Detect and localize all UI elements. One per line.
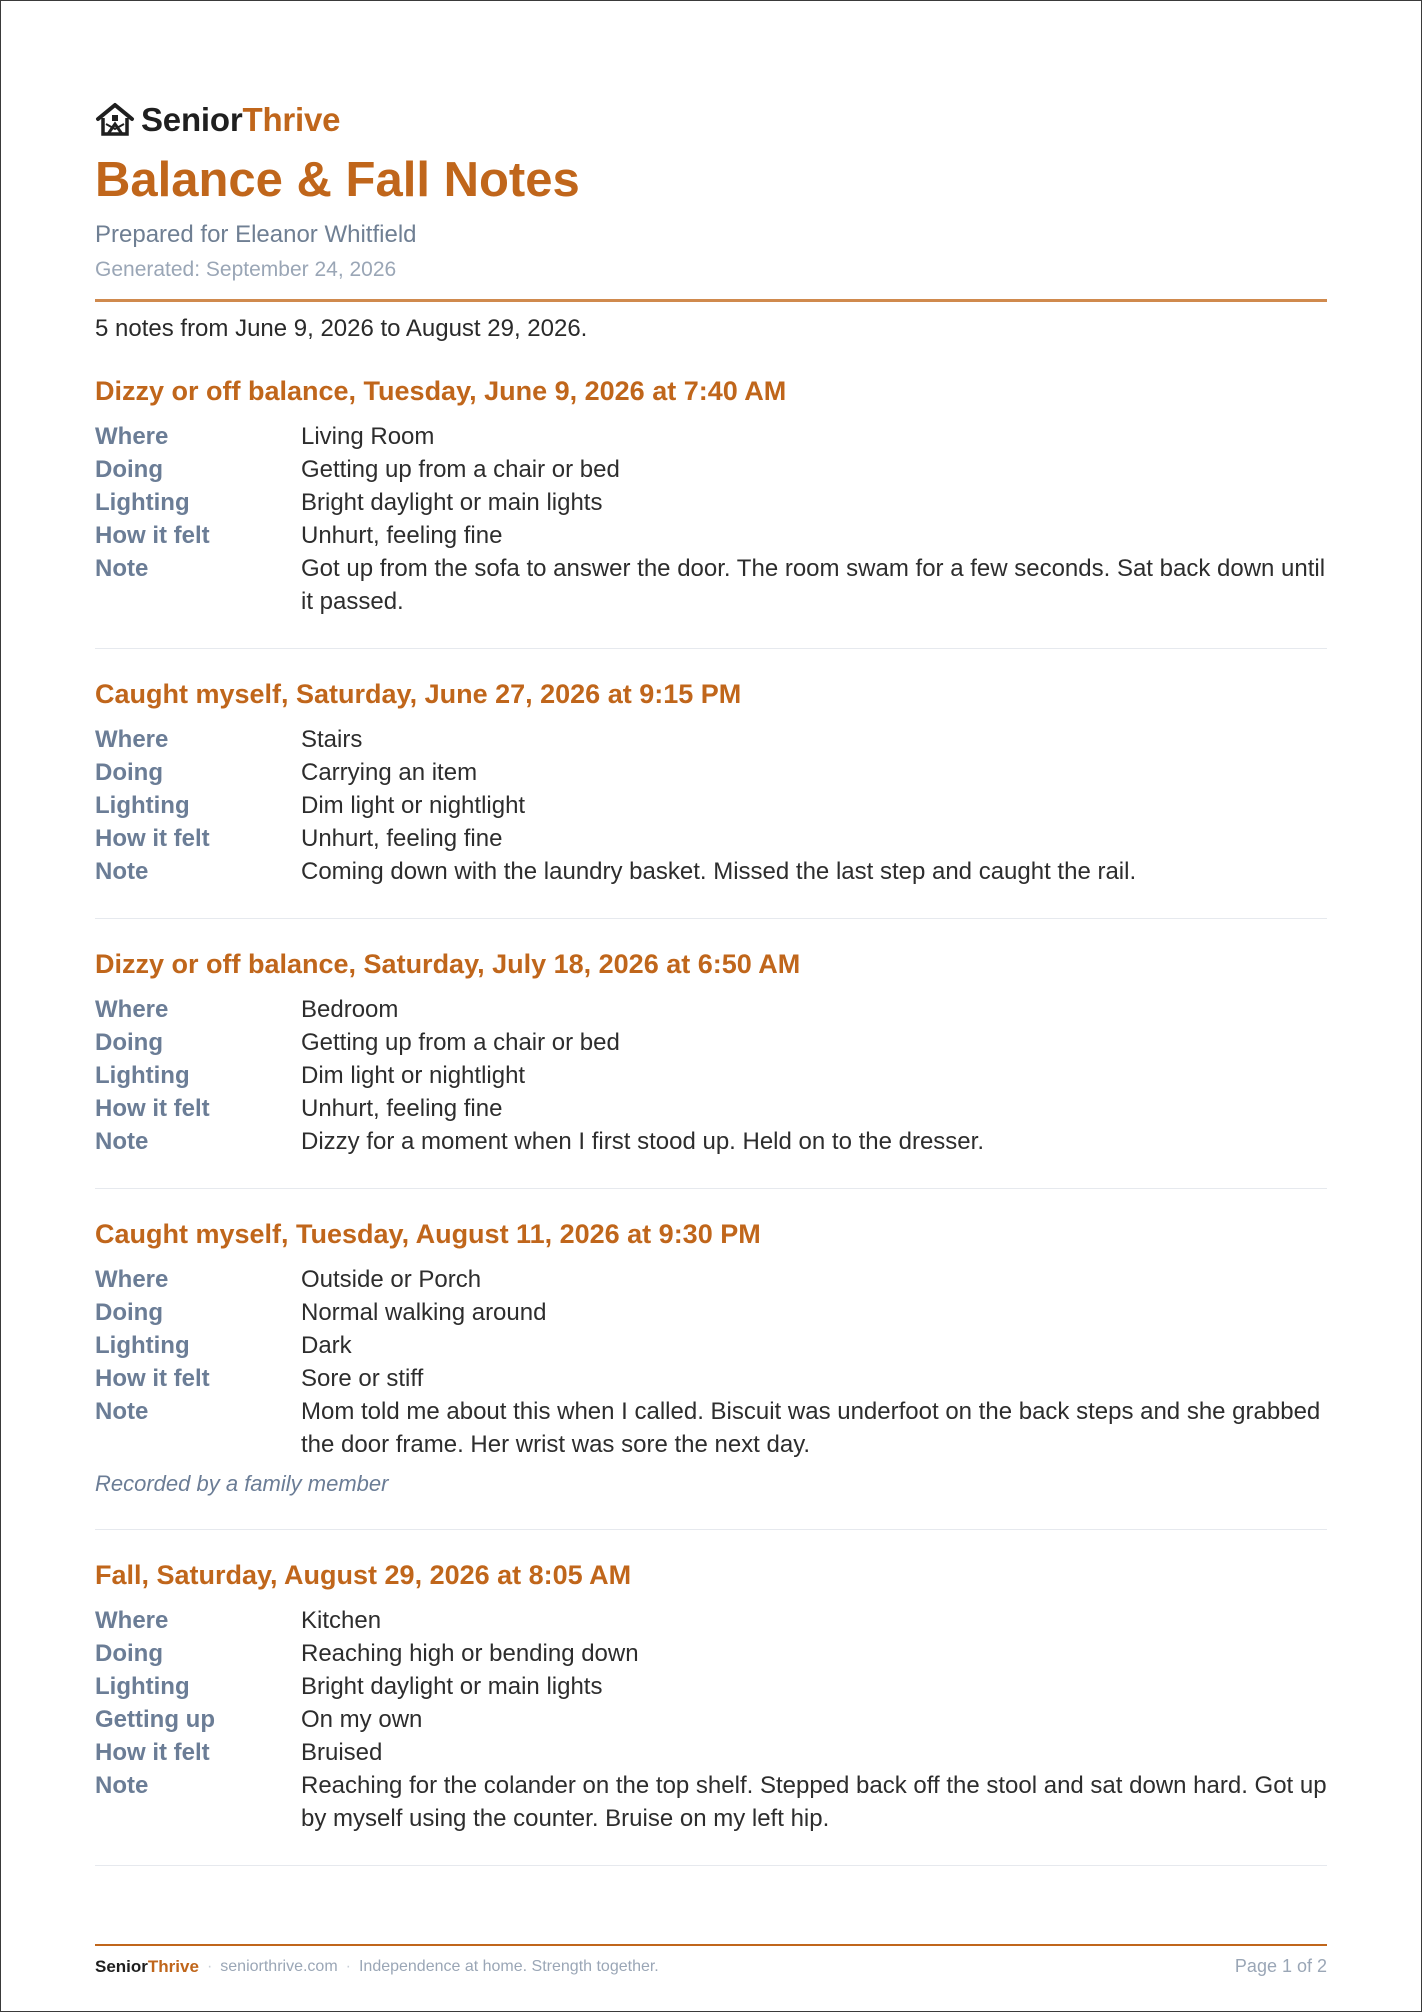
note-field-row (95, 552, 1327, 618)
note-entry (95, 677, 1327, 919)
field-value: Bruised (301, 1739, 383, 1766)
field-value: Bright daylight or main lights (301, 1673, 603, 1700)
field-value: Mom told me about this when I called. Biscuit was underfoot on the back steps and she grabbed the door frame. Her wrist was sore the next day. (301, 1398, 1321, 1458)
field-value: Unhurt, feeling fine (301, 825, 503, 852)
footer-brand: SeniorThrive (95, 1956, 199, 1976)
field-label: How it felt (95, 1095, 210, 1122)
note-field-row (95, 855, 1327, 888)
note-field-row (95, 723, 1327, 756)
field-label: Where (95, 1266, 169, 1293)
note-field-row (95, 756, 1327, 789)
field-label: Doing (95, 1299, 163, 1326)
note-field-row (95, 789, 1327, 822)
note-field-row (95, 1362, 1327, 1395)
note-title: Fall, Saturday, August 29, 2026 at 8:05 AM (95, 1560, 632, 1590)
summary-text: 5 notes from June 9, 2026 to August 29, 2026. (95, 315, 588, 342)
field-value: Bright daylight or main lights (301, 489, 603, 516)
field-label: Note (95, 1128, 149, 1155)
field-label: Note (95, 555, 149, 582)
page-footer (95, 1944, 1327, 1977)
field-value: Normal walking around (301, 1299, 547, 1326)
field-label: How it felt (95, 1739, 210, 1766)
note-field-row (95, 1059, 1327, 1092)
field-value: Unhurt, feeling fine (301, 1095, 503, 1122)
field-value: Unhurt, feeling fine (301, 522, 503, 549)
field-value: Got up from the sofa to answer the door. The room swam for a few seconds. Sat back down until it passed. (301, 555, 1326, 615)
field-label: Note (95, 858, 149, 885)
field-value: Getting up from a chair or bed (301, 456, 620, 483)
note-field-row (95, 420, 1327, 453)
field-label: Note (95, 1398, 149, 1425)
field-label: Where (95, 423, 169, 450)
note-title: Caught myself, Tuesday, August 11, 2026 at 9:30 PM (95, 1219, 761, 1249)
field-value: On my own (301, 1706, 423, 1733)
page-number: Page 1 of 2 (1234, 1956, 1327, 1976)
recorded-by-note: Recorded by a family member (95, 1471, 389, 1496)
note-field-row (95, 486, 1327, 519)
field-label: Where (95, 726, 169, 753)
field-label: Lighting (95, 1332, 190, 1359)
note-field-row (95, 1125, 1327, 1158)
field-value: Kitchen (301, 1607, 382, 1634)
note-field-row (95, 1263, 1327, 1296)
brand-name: SeniorThrive (141, 101, 341, 138)
field-value: Dark (301, 1332, 352, 1359)
note-entry (95, 947, 1327, 1189)
field-value: Bedroom (301, 996, 399, 1023)
note-entry (95, 1217, 1327, 1530)
document-page (95, 96, 1327, 1866)
note-field-row (95, 1604, 1327, 1637)
note-field-row (95, 1736, 1327, 1769)
entries-list (95, 374, 1327, 1866)
field-label: Getting up (95, 1706, 215, 1733)
field-value: Dizzy for a moment when I first stood up. Held on to the dresser. (301, 1128, 984, 1155)
field-value: Sore or stiff (301, 1365, 424, 1392)
note-title: Caught myself, Saturday, June 27, 2026 at 9:15 PM (95, 679, 742, 709)
field-value: Living Room (301, 423, 435, 450)
house-icon (95, 100, 135, 140)
field-label: Doing (95, 1640, 163, 1667)
note-field-row (95, 1703, 1327, 1736)
field-label: Where (95, 1607, 169, 1634)
note-field-row (95, 1026, 1327, 1059)
field-value: Dim light or nightlight (301, 792, 526, 819)
header-divider (95, 299, 1327, 302)
field-label: Lighting (95, 1062, 190, 1089)
note-field-row (95, 1092, 1327, 1125)
field-value: Coming down with the laundry basket. Missed the last step and caught the rail. (301, 858, 1137, 885)
note-entry (95, 374, 1327, 649)
note-field-row (95, 1637, 1327, 1670)
field-value: Outside or Porch (301, 1266, 482, 1293)
footer-separator: · (206, 1957, 213, 1975)
note-field-row (95, 1329, 1327, 1362)
note-title: Dizzy or off balance, Saturday, July 18, 2026 at 6:50 AM (95, 949, 801, 979)
field-value: Getting up from a chair or bed (301, 1029, 620, 1056)
field-label: How it felt (95, 522, 210, 549)
field-value: Dim light or nightlight (301, 1062, 526, 1089)
field-value: Reaching high or bending down (301, 1640, 639, 1667)
field-value: Reaching for the colander on the top shelf. Stepped back off the stool and sat down hard. Got up by myself using the counter. Bruise on my left hip. (301, 1772, 1327, 1832)
field-label: Note (95, 1772, 149, 1799)
field-label: How it felt (95, 825, 210, 852)
brand-header (95, 96, 1327, 144)
field-label: Lighting (95, 489, 190, 516)
footer-website: seniorthrive.com (220, 1957, 338, 1975)
field-label: Doing (95, 1029, 163, 1056)
field-label: Doing (95, 759, 163, 786)
prepared-for: Prepared for Eleanor Whitfield (95, 221, 417, 248)
field-label: Lighting (95, 792, 190, 819)
field-label: Lighting (95, 1673, 190, 1700)
note-field-row (95, 519, 1327, 552)
note-field-row (95, 1296, 1327, 1329)
note-field-row (95, 1670, 1327, 1703)
note-field-row (95, 1395, 1327, 1461)
document-title: Balance & Fall Notes (95, 153, 580, 207)
field-value: Stairs (301, 726, 363, 753)
field-label: How it felt (95, 1365, 210, 1392)
note-field-row (95, 453, 1327, 486)
note-field-row (95, 822, 1327, 855)
footer-tagline: Independence at home. Strength together. (358, 1957, 659, 1975)
note-field-row (95, 993, 1327, 1026)
generated-date: Generated: September 24, 2026 (95, 258, 397, 281)
note-field-row (95, 1769, 1327, 1835)
note-title: Dizzy or off balance, Tuesday, June 9, 2026 at 7:40 AM (95, 376, 787, 406)
note-entry (95, 1558, 1327, 1866)
field-value: Carrying an item (301, 759, 478, 786)
field-label: Doing (95, 456, 163, 483)
footer-separator: · (345, 1957, 351, 1975)
field-label: Where (95, 996, 169, 1023)
